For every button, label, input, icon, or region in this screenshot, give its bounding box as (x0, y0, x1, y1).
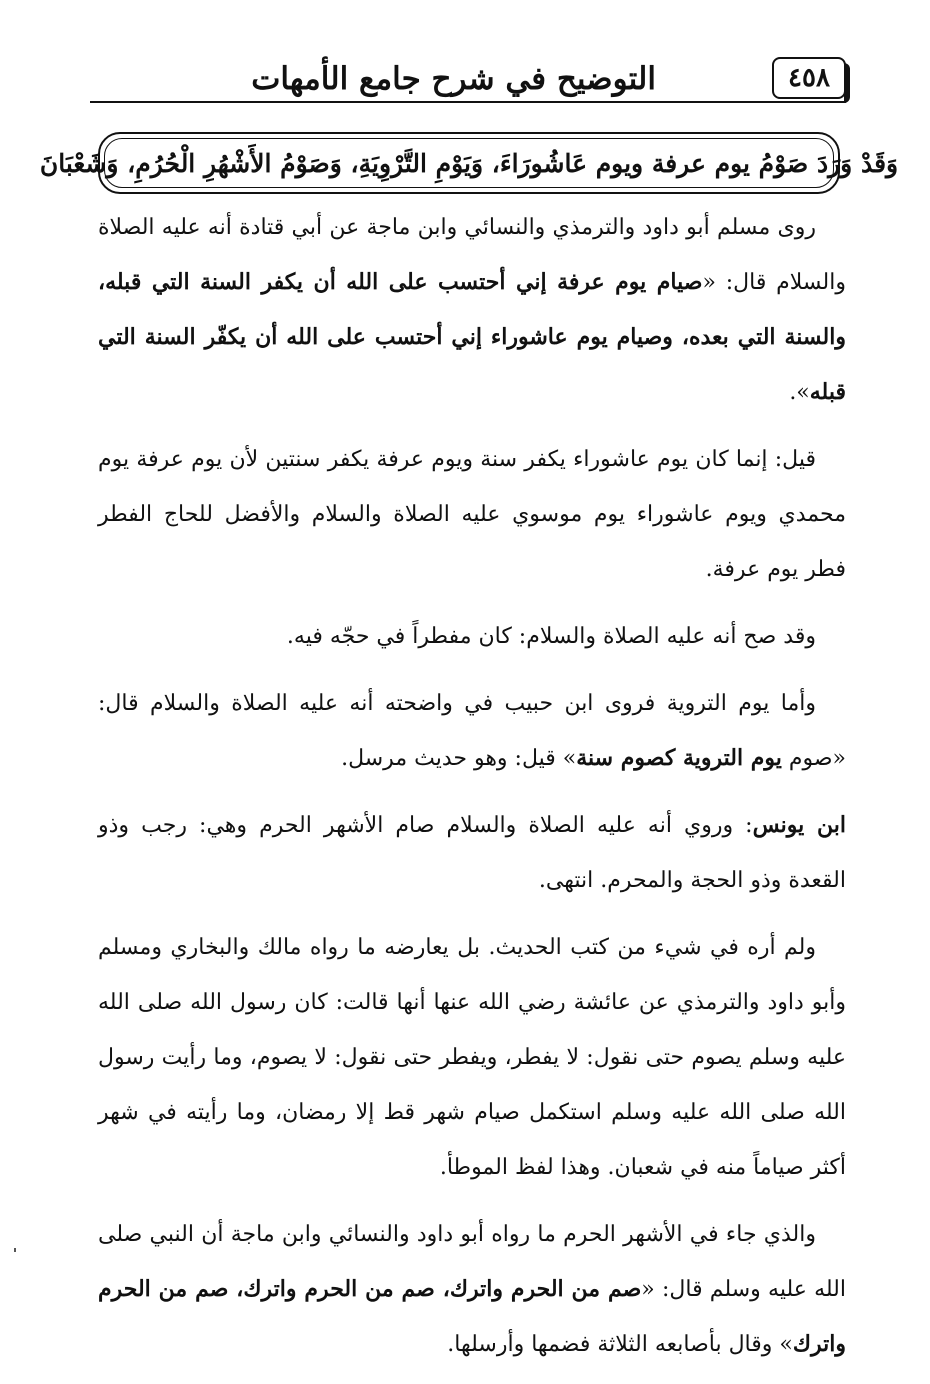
header-rule (90, 101, 846, 103)
paragraph (98, 920, 846, 1195)
text-span: وأما يوم التروية فروى ابن حبيب في واضحته أنه عليه الصلاة والسلام قال: «صوم (98, 691, 846, 771)
matn-text: وَقَدْ وَرَدَ صَوْمُ يوم عرفة ويوم عَاشُورَاءَ، وَيَوْمِ التَّرْوِيَةِ، وَصَوْمُ الأَشْهُرِ الْحُرُمِ، وَشَعْبَانَ (39, 148, 899, 178)
paragraph (98, 432, 846, 597)
bold-text-span: صيام يوم عرفة إني أحتسب على الله أن يكفر السنة التي قبله، والسنة التي بعده، وصيام يوم عاشوراء إني أحتسب على الله أن يكفّر السنة التي قبله (98, 269, 846, 405)
text-span: وقد صح أنه عليه الصلاة والسلام: كان مفطراً في حجّه فيه. (286, 624, 816, 649)
commentary-text (98, 200, 846, 1384)
text-span: » وقال بأصابعه الثلاثة فضمها وأرسلها. (447, 1332, 793, 1357)
text-span: : وروي أنه عليه الصلاة والسلام صام الأشهر الحرم وهي: رجب وذو القعدة وذو الحجة والمحرم. انتهى. (98, 813, 846, 893)
scan-mark (14, 1248, 16, 1252)
text-span: روى مسلم أبو داود والترمذي والنسائي وابن ماجة عن أبي قتادة أنه عليه الصلاة والسلام قال: « (98, 215, 846, 295)
text-span: قيل: إنما كان يوم عاشوراء يكفر سنة ويوم عرفة يكفر سنتين لأن يوم عرفة يوم محمدي ويوم عاشوراء يوم موسوي عليه الصلاة والسلام والأفضل للحاج الفطر فطر يوم عرفة. (98, 447, 846, 582)
text-span: » قيل: وهو حديث مرسل. (341, 746, 577, 771)
text-span: والذي جاء في الأشهر الحرم ما رواه أبو داود والنسائي وابن ماجة أن النبي صلى الله عليه وسلم قال: « (98, 1222, 846, 1302)
paragraph (98, 1207, 846, 1372)
text-span: ». (789, 380, 810, 405)
paragraph (98, 798, 846, 908)
text-span: ولم أره في شيء من كتب الحديث. بل يعارضه ما رواه مالك والبخاري ومسلم وأبو داود والترمذي عن عائشة رضي الله عنها أنها قالت: كان رسول الله صلى الله عليه وسلم يصوم حتى نقول: لا يفطر، ويفطر حتى نقول: لا يصوم، وما رأيت رسول الله صلى الله عليه وسلم استكمل صيام شهر قط إلا رمضان، وما رأيته في شهر أكثر صياماً منه في شعبان. وهذا لفظ الموطأ. (98, 935, 846, 1180)
bold-text-span: ابن يونس (752, 812, 846, 838)
running-title: التوضيح في شرح جامع الأمهات (251, 61, 656, 97)
matn-box (39, 132, 899, 194)
page-number: ٤٥٨ (772, 57, 846, 99)
bold-text-span: يوم التروية كصوم سنة (576, 745, 782, 771)
page-header (90, 55, 846, 103)
paragraph (98, 676, 846, 786)
paragraph (98, 609, 846, 664)
paragraph (98, 200, 846, 420)
bold-text-span: صم من الحرم واترك، صم من الحرم واترك، صم من الحرم واترك (98, 1276, 846, 1357)
